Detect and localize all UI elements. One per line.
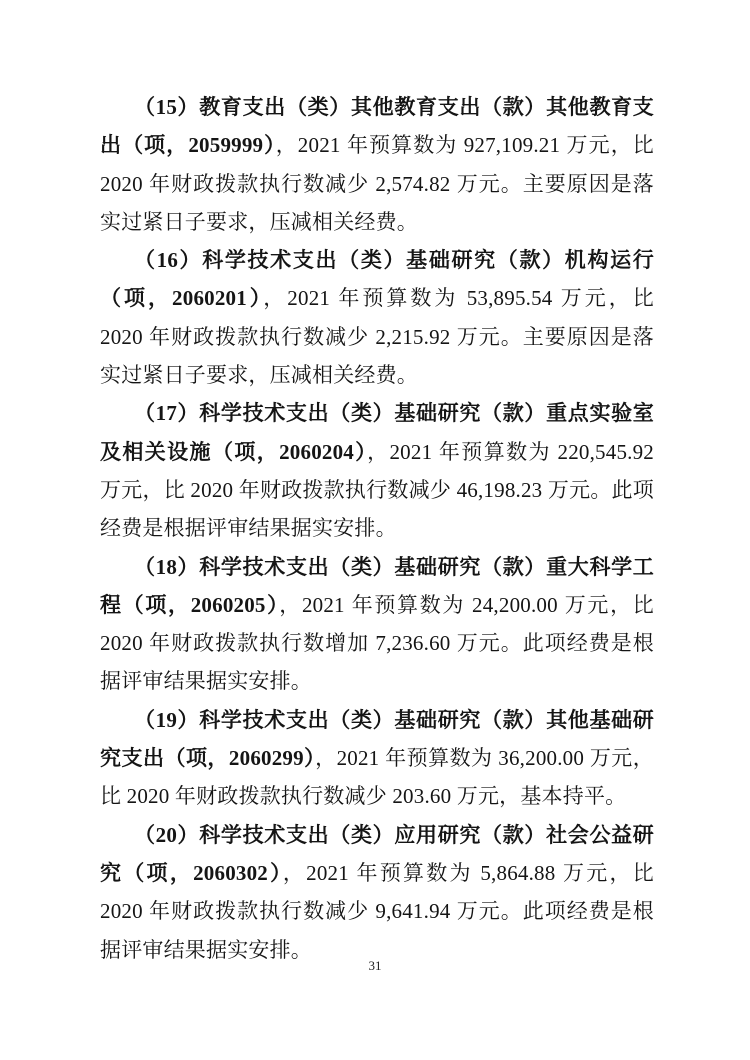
- item-heading-bold: （20）科学技术支出（类）应用研究（款）社会公益研究（项，2060302）: [100, 822, 654, 885]
- item-body-text: ，2021 年预算数为 36,200.00 万元，比 2020 年财政拨款执行数减少 203.60 万元，基本持平。: [100, 746, 654, 809]
- budget-item-paragraph-15: [100, 88, 654, 241]
- budget-item-paragraph-19: [100, 701, 654, 816]
- item-heading-bold: （18）科学技术支出（类）基础研究（款）重大科学工程（项，2060205）: [100, 554, 654, 617]
- budget-item-paragraph-16: [100, 241, 654, 394]
- budget-item-paragraph-20: [100, 816, 654, 969]
- page-number: 31: [368, 958, 382, 973]
- item-body-text: ，2021 年预算数为 53,895.54 万元，比 2020 年财政拨款执行数减少 2,215.92 万元。主要原因是落实过紧日子要求，压减相关经费。: [100, 286, 655, 388]
- item-heading-bold: （17）科学技术支出（类）基础研究（款）重点实验室及相关设施（项，2060204）: [100, 401, 654, 464]
- item-body-text: ，2021 年预算数为 24,200.00 万元，比 2020 年财政拨款执行数增加 7,236.60 万元。此项经费是根据评审结果据实安排。: [100, 592, 654, 694]
- item-heading-bold: （15）教育支出（类）其他教育支出（款）其他教育支出（项，2059999）: [100, 95, 654, 158]
- budget-item-paragraph-18: [100, 548, 654, 701]
- item-heading-bold: （16）科学技术支出（类）基础研究（款）机构运行（项，2060201）: [100, 248, 654, 311]
- item-body-text: ，2021 年预算数为 927,109.21 万元，比 2020 年财政拨款执行数减少 2,574.82 万元。主要原因是落实过紧日子要求，压减相关经费。: [100, 133, 654, 234]
- budget-item-paragraph-17: [100, 394, 654, 547]
- item-body-text: ，2021 年预算数为 220,545.92 万元，比 2020 年财政拨款执行数减少 46,198.23 万元。此项经费是根据评审结果据实安排。: [100, 439, 655, 541]
- item-heading-bold: （19）科学技术支出（类）基础研究（款）其他基础研究支出（项，2060299）: [100, 707, 654, 771]
- item-body-text: ，2021 年预算数为 5,864.88 万元，比 2020 年财政拨款执行数减少 9,641.94 万元。此项经费是根据评审结果据实安排。: [100, 860, 655, 962]
- document-body: [100, 88, 654, 969]
